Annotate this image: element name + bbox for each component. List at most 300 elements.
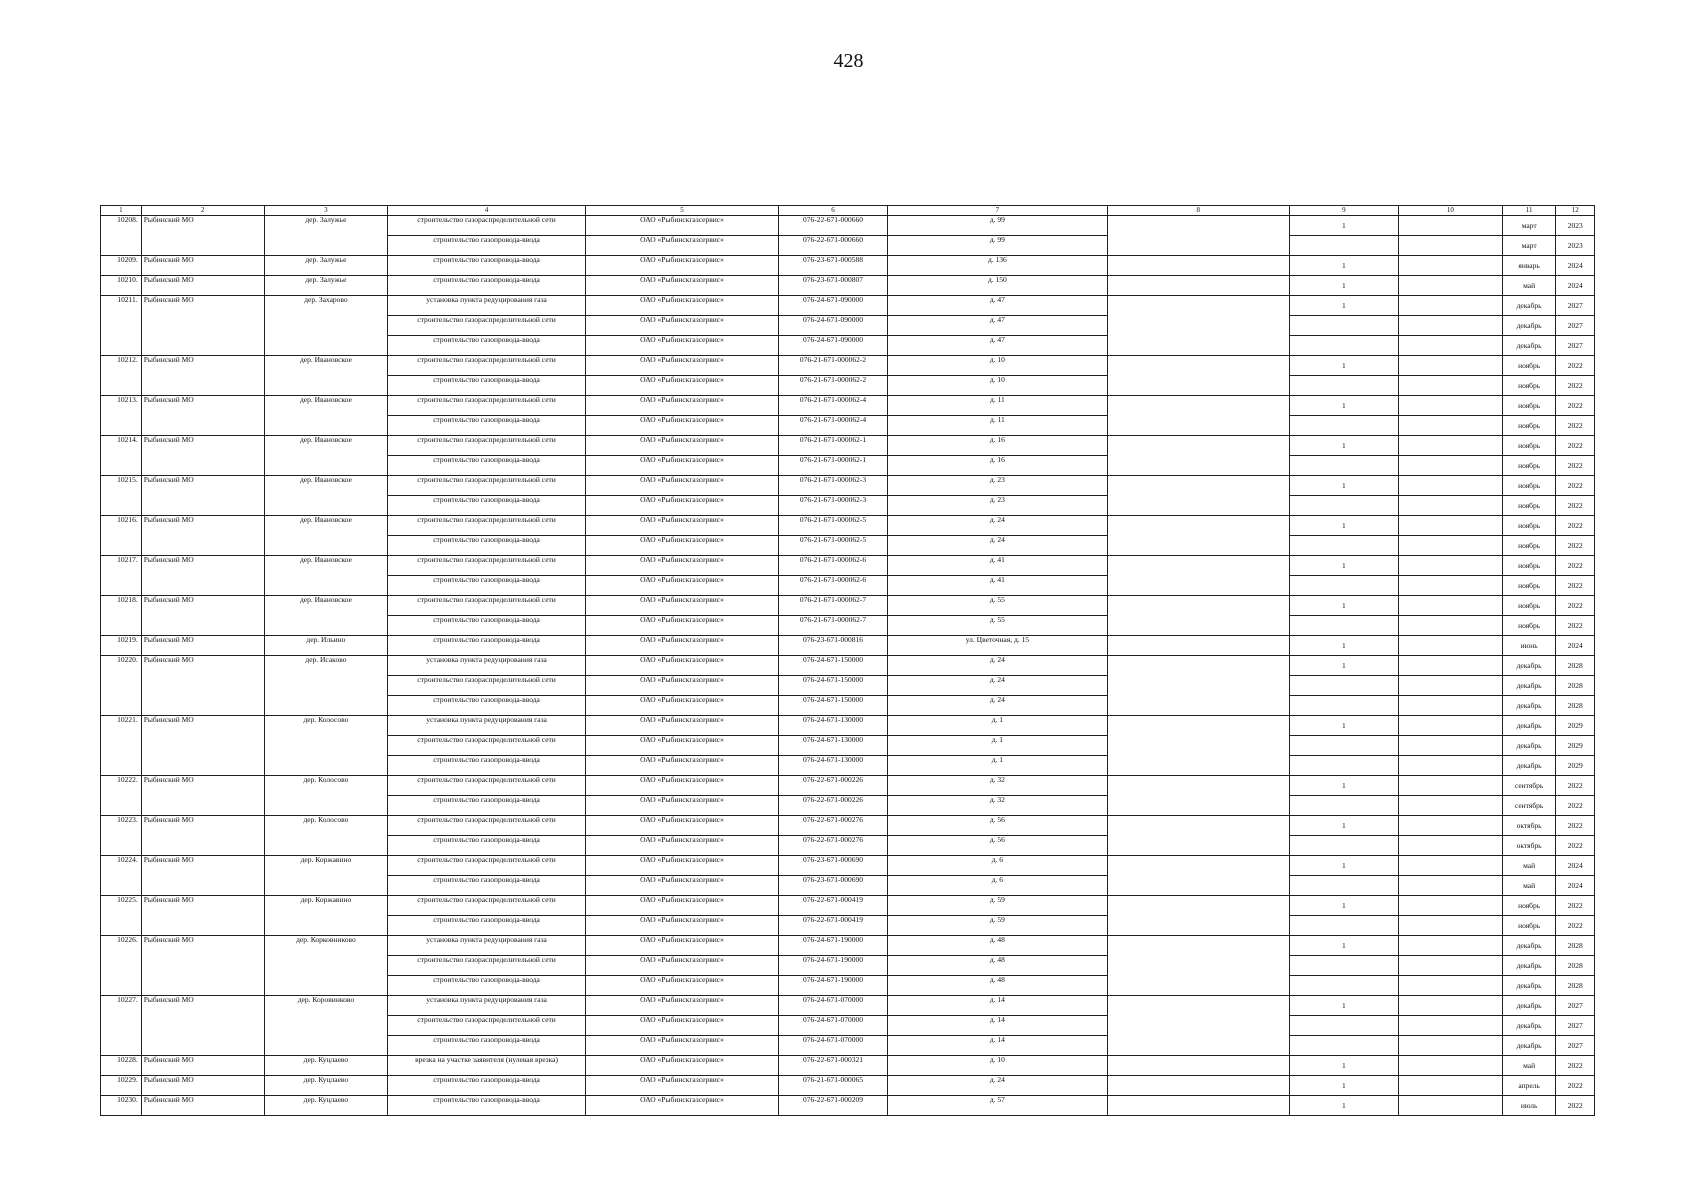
work-type-cell: строительство газопровода-ввода xyxy=(388,1096,586,1116)
settlement-cell xyxy=(264,1036,387,1056)
row-number xyxy=(101,376,142,396)
address-cell: д. 56 xyxy=(888,836,1108,856)
address-cell: д. 14 xyxy=(888,1036,1108,1056)
month-cell: май xyxy=(1502,276,1556,296)
table-row xyxy=(101,776,1595,796)
year-cell: 2022 xyxy=(1556,516,1595,536)
column-10-cell xyxy=(1398,216,1502,236)
settlement-cell: дер. Куцлаево xyxy=(264,1096,387,1116)
column-8-cell xyxy=(1107,716,1289,736)
settlement-cell: дер. Ивановское xyxy=(264,556,387,576)
table-row xyxy=(101,956,1595,976)
organization-cell: ОАО «Рыбинскгазсервис» xyxy=(586,936,779,956)
column-8-cell xyxy=(1107,756,1289,776)
column-10-cell xyxy=(1398,476,1502,496)
table-row xyxy=(101,816,1595,836)
organization-cell: ОАО «Рыбинскгазсервис» xyxy=(586,596,779,616)
status-cell: 1 xyxy=(1289,656,1398,676)
month-cell: май xyxy=(1502,1056,1556,1076)
application-code-cell: 076-24-671-070000 xyxy=(778,1016,887,1036)
table-row xyxy=(101,896,1595,916)
row-number xyxy=(101,796,142,816)
column-8-cell xyxy=(1107,876,1289,896)
organization-cell: ОАО «Рыбинскгазсервис» xyxy=(586,556,779,576)
year-cell: 2028 xyxy=(1556,676,1595,696)
month-cell: декабрь xyxy=(1502,336,1556,356)
work-type-cell: строительство газопровода-ввода xyxy=(388,536,586,556)
column-number-row xyxy=(101,206,1595,216)
organization-cell: ОАО «Рыбинскгазсервис» xyxy=(586,996,779,1016)
table-row xyxy=(101,756,1595,776)
settlement-cell xyxy=(264,236,387,256)
year-cell: 2022 xyxy=(1556,796,1595,816)
row-number: 10223. xyxy=(101,816,142,836)
settlement-cell xyxy=(264,976,387,996)
table-row xyxy=(101,436,1595,456)
status-cell xyxy=(1289,496,1398,516)
address-cell: д. 47 xyxy=(888,296,1108,316)
status-cell: 1 xyxy=(1289,896,1398,916)
work-type-cell: строительство газораспределительной сети xyxy=(388,436,586,456)
application-code-cell: 076-21-671-000062-2 xyxy=(778,376,887,396)
address-cell: д. 59 xyxy=(888,896,1108,916)
organization-cell: ОАО «Рыбинскгазсервис» xyxy=(586,1096,779,1116)
status-cell: 1 xyxy=(1289,396,1398,416)
work-type-cell: строительство газопровода-ввода xyxy=(388,256,586,276)
year-cell: 2022 xyxy=(1556,1096,1595,1116)
organization-cell: ОАО «Рыбинскгазсервис» xyxy=(586,836,779,856)
work-type-cell: строительство газопровода-ввода xyxy=(388,236,586,256)
column-10-cell xyxy=(1398,316,1502,336)
column-header: 10 xyxy=(1398,206,1502,216)
settlement-cell xyxy=(264,796,387,816)
address-cell: д. 23 xyxy=(888,496,1108,516)
month-cell: декабрь xyxy=(1502,996,1556,1016)
settlement-cell: дер. Залужье xyxy=(264,256,387,276)
organization-cell: ОАО «Рыбинскгазсервис» xyxy=(586,956,779,976)
settlement-cell: дер. Ивановское xyxy=(264,476,387,496)
work-type-cell: строительство газораспределительной сети xyxy=(388,316,586,336)
settlement-cell: дер. Куцлаево xyxy=(264,1076,387,1096)
municipality-cell: Рыбинский МО xyxy=(141,636,264,656)
table-row xyxy=(101,656,1595,676)
status-cell: 1 xyxy=(1289,476,1398,496)
table-row xyxy=(101,496,1595,516)
municipality-cell: Рыбинский МО xyxy=(141,556,264,576)
application-code-cell: 076-21-671-000065 xyxy=(778,1076,887,1096)
column-10-cell xyxy=(1398,1036,1502,1056)
application-code-cell: 076-24-671-150000 xyxy=(778,656,887,676)
organization-cell: ОАО «Рыбинскгазсервис» xyxy=(586,356,779,376)
table-row xyxy=(101,616,1595,636)
month-cell: май xyxy=(1502,856,1556,876)
settlement-cell: дер. Ильино xyxy=(264,636,387,656)
work-type-cell: строительство газораспределительной сети xyxy=(388,736,586,756)
column-8-cell xyxy=(1107,736,1289,756)
work-type-cell: врезка на участке заявителя (нулевая врезка) xyxy=(388,1056,586,1076)
address-cell: д. 23 xyxy=(888,476,1108,496)
work-type-cell: строительство газораспределительной сети xyxy=(388,356,586,376)
status-cell xyxy=(1289,976,1398,996)
municipality-cell: Рыбинский МО xyxy=(141,216,264,236)
month-cell: октябрь xyxy=(1502,816,1556,836)
work-type-cell: строительство газопровода-ввода xyxy=(388,696,586,716)
address-cell: д. 10 xyxy=(888,356,1108,376)
month-cell: ноябрь xyxy=(1502,576,1556,596)
table-row xyxy=(101,316,1595,336)
settlement-cell xyxy=(264,536,387,556)
month-cell: декабрь xyxy=(1502,656,1556,676)
registry-table-wrap xyxy=(100,205,1595,1116)
month-cell: ноябрь xyxy=(1502,356,1556,376)
status-cell xyxy=(1289,736,1398,756)
row-number: 10218. xyxy=(101,596,142,616)
column-header: 8 xyxy=(1107,206,1289,216)
municipality-cell xyxy=(141,976,264,996)
municipality-cell xyxy=(141,456,264,476)
year-cell: 2022 xyxy=(1556,436,1595,456)
municipality-cell: Рыбинский МО xyxy=(141,256,264,276)
year-cell: 2028 xyxy=(1556,696,1595,716)
settlement-cell xyxy=(264,456,387,476)
settlement-cell: дер. Корковниково xyxy=(264,936,387,956)
application-code-cell: 076-24-671-150000 xyxy=(778,696,887,716)
table-row xyxy=(101,476,1595,496)
column-10-cell xyxy=(1398,776,1502,796)
municipality-cell xyxy=(141,336,264,356)
municipality-cell xyxy=(141,616,264,636)
year-cell: 2022 xyxy=(1556,896,1595,916)
month-cell: декабрь xyxy=(1502,676,1556,696)
table-row xyxy=(101,1076,1595,1096)
year-cell: 2022 xyxy=(1556,396,1595,416)
address-cell: д. 55 xyxy=(888,596,1108,616)
status-cell xyxy=(1289,236,1398,256)
application-code-cell: 076-23-671-000690 xyxy=(778,876,887,896)
column-8-cell xyxy=(1107,636,1289,656)
work-type-cell: установка пункта редуцирования газа xyxy=(388,656,586,676)
municipality-cell: Рыбинский МО xyxy=(141,296,264,316)
month-cell: декабрь xyxy=(1502,936,1556,956)
work-type-cell: строительство газораспределительной сети xyxy=(388,516,586,536)
column-10-cell xyxy=(1398,816,1502,836)
column-10-cell xyxy=(1398,276,1502,296)
organization-cell: ОАО «Рыбинскгазсервис» xyxy=(586,456,779,476)
column-8-cell xyxy=(1107,336,1289,356)
status-cell xyxy=(1289,1016,1398,1036)
year-cell: 2028 xyxy=(1556,936,1595,956)
table-row xyxy=(101,716,1595,736)
month-cell: сентябрь xyxy=(1502,776,1556,796)
work-type-cell: строительство газораспределительной сети xyxy=(388,676,586,696)
column-10-cell xyxy=(1398,976,1502,996)
address-cell: д. 57 xyxy=(888,1096,1108,1116)
month-cell: ноябрь xyxy=(1502,396,1556,416)
settlement-cell: дер. Ивановское xyxy=(264,396,387,416)
column-8-cell xyxy=(1107,696,1289,716)
municipality-cell xyxy=(141,676,264,696)
column-10-cell xyxy=(1398,636,1502,656)
application-code-cell: 076-24-671-190000 xyxy=(778,976,887,996)
application-code-cell: 076-23-671-000588 xyxy=(778,256,887,276)
year-cell: 2022 xyxy=(1556,556,1595,576)
organization-cell: ОАО «Рыбинскгазсервис» xyxy=(586,976,779,996)
row-number: 10227. xyxy=(101,996,142,1016)
status-cell: 1 xyxy=(1289,1056,1398,1076)
application-code-cell: 076-21-671-000062-7 xyxy=(778,596,887,616)
month-cell: январь xyxy=(1502,256,1556,276)
address-cell: д. 47 xyxy=(888,336,1108,356)
settlement-cell xyxy=(264,1016,387,1036)
column-header: 4 xyxy=(388,206,586,216)
year-cell: 2022 xyxy=(1556,456,1595,476)
year-cell: 2024 xyxy=(1556,876,1595,896)
registry-table xyxy=(100,205,1595,1116)
column-10-cell xyxy=(1398,716,1502,736)
municipality-cell xyxy=(141,576,264,596)
month-cell: ноябрь xyxy=(1502,456,1556,476)
row-number xyxy=(101,496,142,516)
work-type-cell: строительство газораспределительной сети xyxy=(388,896,586,916)
column-8-cell xyxy=(1107,236,1289,256)
status-cell xyxy=(1289,836,1398,856)
municipality-cell xyxy=(141,376,264,396)
column-8-cell xyxy=(1107,456,1289,476)
month-cell: октябрь xyxy=(1502,836,1556,856)
column-10-cell xyxy=(1398,356,1502,376)
month-cell: ноябрь xyxy=(1502,896,1556,916)
column-8-cell xyxy=(1107,936,1289,956)
address-cell: д. 24 xyxy=(888,696,1108,716)
organization-cell: ОАО «Рыбинскгазсервис» xyxy=(586,416,779,436)
table-row xyxy=(101,376,1595,396)
status-cell: 1 xyxy=(1289,516,1398,536)
year-cell: 2022 xyxy=(1556,916,1595,936)
month-cell: декабрь xyxy=(1502,696,1556,716)
column-10-cell xyxy=(1398,556,1502,576)
month-cell: декабрь xyxy=(1502,976,1556,996)
column-10-cell xyxy=(1398,596,1502,616)
address-cell: д. 59 xyxy=(888,916,1108,936)
application-code-cell: 076-21-671-000062-5 xyxy=(778,536,887,556)
work-type-cell: строительство газопровода-ввода xyxy=(388,976,586,996)
year-cell: 2027 xyxy=(1556,296,1595,316)
organization-cell: ОАО «Рыбинскгазсервис» xyxy=(586,856,779,876)
year-cell: 2024 xyxy=(1556,856,1595,876)
month-cell: март xyxy=(1502,216,1556,236)
month-cell: декабрь xyxy=(1502,736,1556,756)
column-10-cell xyxy=(1398,1056,1502,1076)
column-8-cell xyxy=(1107,216,1289,236)
month-cell: ноябрь xyxy=(1502,436,1556,456)
organization-cell: ОАО «Рыбинскгазсервис» xyxy=(586,1076,779,1096)
work-type-cell: строительство газопровода-ввода xyxy=(388,496,586,516)
address-cell: д. 24 xyxy=(888,656,1108,676)
application-code-cell: 076-24-671-090000 xyxy=(778,316,887,336)
status-cell: 1 xyxy=(1289,1096,1398,1116)
work-type-cell: строительство газораспределительной сети xyxy=(388,856,586,876)
application-code-cell: 076-22-671-000321 xyxy=(778,1056,887,1076)
column-8-cell xyxy=(1107,256,1289,276)
month-cell: ноябрь xyxy=(1502,376,1556,396)
organization-cell: ОАО «Рыбинскгазсервис» xyxy=(586,896,779,916)
settlement-cell: дер. Коржавино xyxy=(264,856,387,876)
row-number xyxy=(101,736,142,756)
month-cell: декабрь xyxy=(1502,716,1556,736)
application-code-cell: 076-23-671-000816 xyxy=(778,636,887,656)
work-type-cell: строительство газопровода-ввода xyxy=(388,636,586,656)
application-code-cell: 076-22-671-000276 xyxy=(778,836,887,856)
address-cell: д. 16 xyxy=(888,436,1108,456)
table-row xyxy=(101,536,1595,556)
column-10-cell xyxy=(1398,656,1502,676)
year-cell: 2028 xyxy=(1556,656,1595,676)
page-number: 428 xyxy=(833,50,864,72)
municipality-cell: Рыбинский МО xyxy=(141,656,264,676)
row-number: 10213. xyxy=(101,396,142,416)
municipality-cell: Рыбинский МО xyxy=(141,896,264,916)
application-code-cell: 076-21-671-000062-2 xyxy=(778,356,887,376)
column-10-cell xyxy=(1398,916,1502,936)
status-cell: 1 xyxy=(1289,256,1398,276)
application-code-cell: 076-22-671-000660 xyxy=(778,216,887,236)
organization-cell: ОАО «Рыбинскгазсервис» xyxy=(586,276,779,296)
address-cell: д. 11 xyxy=(888,416,1108,436)
address-cell: д. 150 xyxy=(888,276,1108,296)
column-10-cell xyxy=(1398,336,1502,356)
row-number: 10222. xyxy=(101,776,142,796)
year-cell: 2028 xyxy=(1556,976,1595,996)
month-cell: сентябрь xyxy=(1502,796,1556,816)
row-number xyxy=(101,836,142,856)
work-type-cell: строительство газопровода-ввода xyxy=(388,276,586,296)
row-number xyxy=(101,456,142,476)
organization-cell: ОАО «Рыбинскгазсервис» xyxy=(586,716,779,736)
column-header: 9 xyxy=(1289,206,1398,216)
address-cell: д. 6 xyxy=(888,856,1108,876)
row-number xyxy=(101,676,142,696)
organization-cell: ОАО «Рыбинскгазсервис» xyxy=(586,316,779,336)
status-cell xyxy=(1289,456,1398,476)
table-row xyxy=(101,256,1595,276)
application-code-cell: 076-24-671-130000 xyxy=(778,736,887,756)
row-number: 10228. xyxy=(101,1056,142,1076)
column-8-cell xyxy=(1107,836,1289,856)
month-cell: ноябрь xyxy=(1502,416,1556,436)
status-cell xyxy=(1289,376,1398,396)
table-row xyxy=(101,456,1595,476)
municipality-cell: Рыбинский МО xyxy=(141,356,264,376)
status-cell: 1 xyxy=(1289,716,1398,736)
column-10-cell xyxy=(1398,376,1502,396)
address-cell: д. 41 xyxy=(888,556,1108,576)
work-type-cell: строительство газораспределительной сети xyxy=(388,956,586,976)
year-cell: 2024 xyxy=(1556,636,1595,656)
row-number: 10212. xyxy=(101,356,142,376)
organization-cell: ОАО «Рыбинскгазсервис» xyxy=(586,476,779,496)
address-cell: д. 1 xyxy=(888,716,1108,736)
municipality-cell: Рыбинский МО xyxy=(141,596,264,616)
address-cell: д. 14 xyxy=(888,996,1108,1016)
status-cell xyxy=(1289,756,1398,776)
row-number: 10217. xyxy=(101,556,142,576)
column-8-cell xyxy=(1107,816,1289,836)
organization-cell: ОАО «Рыбинскгазсервис» xyxy=(586,1056,779,1076)
organization-cell: ОАО «Рыбинскгазсервис» xyxy=(586,876,779,896)
status-cell xyxy=(1289,616,1398,636)
status-cell xyxy=(1289,536,1398,556)
column-8-cell xyxy=(1107,1016,1289,1036)
application-code-cell: 076-22-671-000226 xyxy=(778,776,887,796)
row-number xyxy=(101,976,142,996)
status-cell xyxy=(1289,956,1398,976)
column-8-cell xyxy=(1107,656,1289,676)
work-type-cell: строительство газопровода-ввода xyxy=(388,916,586,936)
organization-cell: ОАО «Рыбинскгазсервис» xyxy=(586,916,779,936)
month-cell: декабрь xyxy=(1502,1016,1556,1036)
column-10-cell xyxy=(1398,516,1502,536)
table-row xyxy=(101,216,1595,236)
address-cell: д. 1 xyxy=(888,756,1108,776)
application-code-cell: 076-24-671-190000 xyxy=(778,956,887,976)
table-row xyxy=(101,996,1595,1016)
row-number xyxy=(101,1036,142,1056)
application-code-cell: 076-24-671-070000 xyxy=(778,1036,887,1056)
table-row xyxy=(101,556,1595,576)
row-number xyxy=(101,956,142,976)
address-cell: д. 32 xyxy=(888,776,1108,796)
status-cell xyxy=(1289,416,1398,436)
settlement-cell: дер. Коровинково xyxy=(264,996,387,1016)
address-cell: д. 136 xyxy=(888,256,1108,276)
address-cell: д. 48 xyxy=(888,936,1108,956)
row-number xyxy=(101,316,142,336)
column-8-cell xyxy=(1107,296,1289,316)
application-code-cell: 076-22-671-000226 xyxy=(778,796,887,816)
organization-cell: ОАО «Рыбинскгазсервис» xyxy=(586,736,779,756)
settlement-cell: дер. Исаково xyxy=(264,656,387,676)
table-row xyxy=(101,876,1595,896)
table-row xyxy=(101,796,1595,816)
address-cell: д. 32 xyxy=(888,796,1108,816)
column-header: 5 xyxy=(586,206,779,216)
settlement-cell: дер. Ивановское xyxy=(264,356,387,376)
column-10-cell xyxy=(1398,496,1502,516)
status-cell: 1 xyxy=(1289,856,1398,876)
year-cell: 2022 xyxy=(1556,496,1595,516)
table-row xyxy=(101,1056,1595,1076)
row-number xyxy=(101,1016,142,1036)
month-cell: ноябрь xyxy=(1502,596,1556,616)
column-8-cell xyxy=(1107,1096,1289,1116)
column-10-cell xyxy=(1398,456,1502,476)
municipality-cell: Рыбинский МО xyxy=(141,1076,264,1096)
table-row xyxy=(101,1096,1595,1116)
column-10-cell xyxy=(1398,436,1502,456)
column-10-cell xyxy=(1398,616,1502,636)
organization-cell: ОАО «Рыбинскгазсервис» xyxy=(586,796,779,816)
column-8-cell xyxy=(1107,676,1289,696)
month-cell: ноябрь xyxy=(1502,496,1556,516)
table-row xyxy=(101,336,1595,356)
status-cell xyxy=(1289,336,1398,356)
settlement-cell xyxy=(264,956,387,976)
status-cell: 1 xyxy=(1289,216,1398,236)
work-type-cell: строительство газораспределительной сети xyxy=(388,396,586,416)
address-cell: д. 1 xyxy=(888,736,1108,756)
column-8-cell xyxy=(1107,896,1289,916)
month-cell: декабрь xyxy=(1502,316,1556,336)
